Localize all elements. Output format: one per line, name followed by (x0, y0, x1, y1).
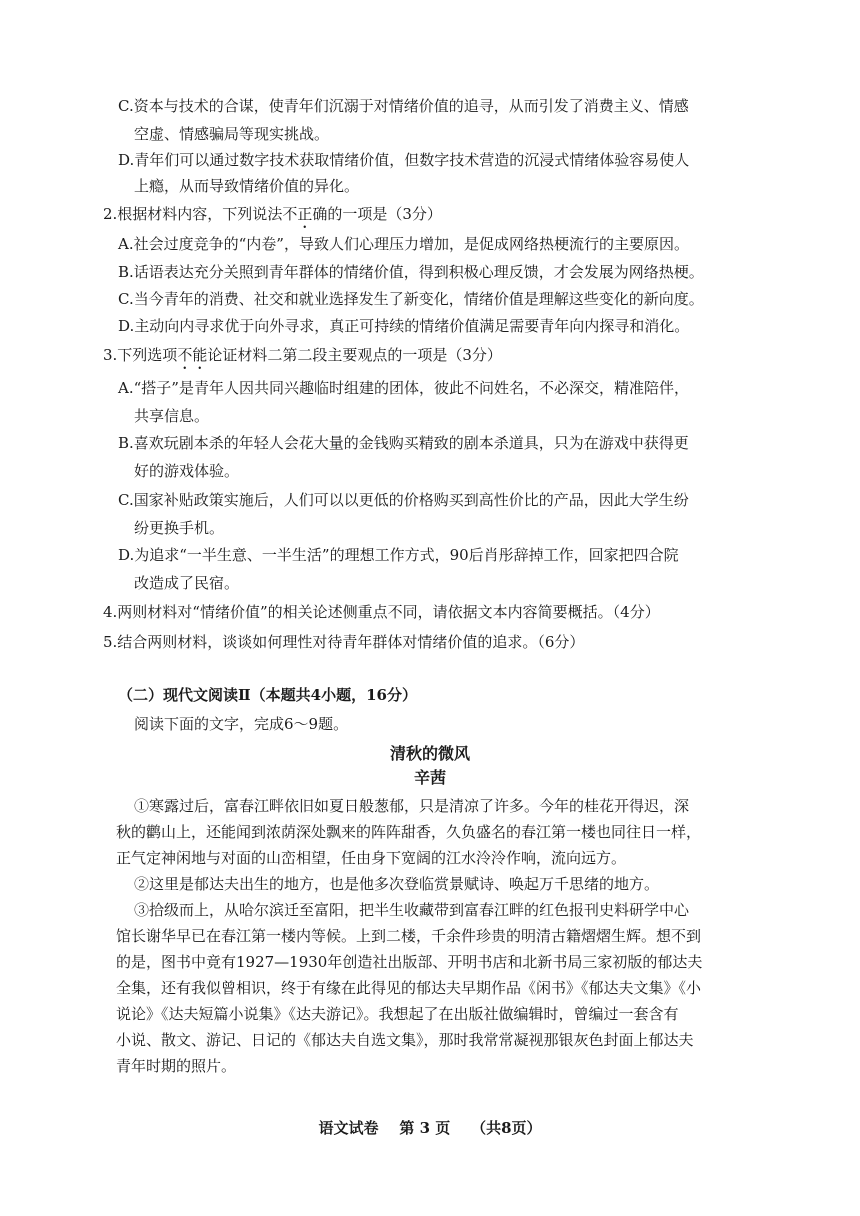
reading-instruction: 阅读下面的文字，完成6～9题。 (134, 715, 349, 733)
article-p1-line2: 秋的鹳山上，还能闻到浓荫深处飘来的阵阵甜香，久负盛名的春江第一楼也同往日一样， (116, 823, 702, 841)
q4-stem: 4.两则材料对“情绪价值”的相关论述侧重点不同，请依据文本内容简要概括。（4分） (103, 603, 660, 621)
page-footer (0, 1118, 860, 1138)
article-p3-line1: ③拾级而上，从哈尔滨迁至富阳，把半生收藏带到富春江畔的红色报刊史料研学中心 (134, 901, 690, 919)
q5-stem: 5.结合两则材料，谈谈如何理性对待青年群体对情绪价值的追求。（6分） (103, 633, 585, 651)
article-p3-line4: 全集，还有我似曾相识，终于有缘在此得见的郁达夫早期作品《闲书》《郁达夫文集》《小 (116, 979, 702, 997)
q3-option-b-line1: B.喜欢玩剧本杀的年轻人会花大量的金钱购买精致的剧本杀道具，只为在游戏中获得更 (118, 434, 689, 452)
footer-subject: 语文试卷 (318, 1119, 379, 1137)
article-author: 辛茜 (413, 768, 446, 787)
q3-stem-part1: 3.下列选项 (103, 346, 178, 364)
q3-option-c-line1: C.国家补贴政策实施后，人们可以以更低的价格购买到高性价比的产品，因此大学生纷 (118, 491, 689, 509)
article-p1-line1: ①寒露过后，富春江畔依旧如夏日般葱郁，只是清凉了许多。今年的桂花开得迟，深 (134, 797, 690, 815)
q2-option-b: B.话语表达充分关照到青年群体的情绪价值，得到积极心理反馈，才会发展为网络热梗。 (118, 263, 704, 281)
q2-stem (103, 204, 442, 232)
q3-stem-emphasis: 不能 (177, 346, 208, 364)
q2-option-d: D.主动向内寻求优于向外寻求，真正可持续的情绪价值满足需要青年向内探寻和消化。 (118, 317, 690, 335)
section-heading: （二）现代文阅读Ⅱ（本题共4小题，16分） (118, 686, 417, 704)
q1-option-c-line1: C.资本与技术的合谋，使青年们沉溺于对情绪价值的追寻，从而引发了消费主义、情感 (118, 97, 689, 115)
q2-stem-emphasis: 正 (297, 205, 313, 223)
article-title: 清秋的微风 (389, 744, 470, 763)
article-p3-line2: 馆长谢华早已在春江第一楼内等候。上到二楼，千余件珍贵的明清古籍熠熠生辉。想不到 (116, 927, 702, 945)
q3-option-d-line2: 改造成了民宿。 (134, 574, 240, 592)
q3-option-a-line2: 共享信息。 (134, 407, 210, 425)
q3-stem (103, 345, 502, 373)
q2-option-a: A.社会过度竞争的“内卷”，导致人们心理压力增加，是促成网络热梗流行的主要原因。 (118, 235, 689, 253)
article-p3-line6: 小说、散文、游记、日记的《郁达夫自选文集》，那时我常常凝视那银灰色封面上郁达夫 (116, 1031, 694, 1049)
q2-stem-part1: 2.根据材料内容，下列说法不 (103, 205, 298, 223)
footer-page-number: 第 3 页 (399, 1119, 451, 1137)
q3-option-a-line1: A.“搭子”是青年人因共同兴趣临时组建的团体，彼此不问姓名，不必深交，精准陪伴， (118, 379, 689, 397)
footer-total-pages: （共8页） (471, 1119, 542, 1137)
q3-option-c-line2: 纷更换手机。 (134, 519, 225, 537)
article-p3-line5: 说论》《达夫短篇小说集》《达夫游记》。我想起了在出版社做编辑时，曾编过一套含有 (116, 1005, 679, 1023)
article-p3-line7: 青年时期的照片。 (116, 1057, 237, 1075)
article-p3-line3: 的是，图书中竟有1927—1930年创造社出版部、开明书店和北新书局三家初版的郁达夫 (116, 953, 703, 971)
q3-option-b-line2: 好的游戏体验。 (134, 462, 240, 480)
q1-option-c-line2: 空虚、情感骗局等现实挑战。 (134, 125, 330, 143)
q1-option-d-line1: D.青年们可以通过数字技术获取情绪价值，但数字技术营造的沉浸式情绪体验容易使人 (118, 151, 690, 169)
q2-option-c: C.当今青年的消费、社交和就业选择发生了新变化，情绪价值是理解这些变化的新向度。 (118, 290, 704, 308)
q1-option-d-line2: 上瘾，从而导致情绪价值的异化。 (134, 177, 360, 195)
article-p1-line3: 正气定神闲地与对面的山峦相望，任由身下宽阔的江水泠泠作响，流向远方。 (116, 849, 627, 867)
q2-stem-part2: 确的一项是（3分） (312, 205, 442, 223)
q3-option-d-line1: D.为追求“一半生意、一半生活”的理想工作方式，90后肖彤辞掉工作，回家把四合院 (118, 546, 679, 564)
q3-stem-part2: 论证材料二第二段主要观点的一项是（3分） (207, 346, 502, 364)
article-p2-line1: ②这里是郁达夫出生的地方，也是他多次登临赏景赋诗、唤起万千思绪的地方。 (134, 875, 660, 893)
